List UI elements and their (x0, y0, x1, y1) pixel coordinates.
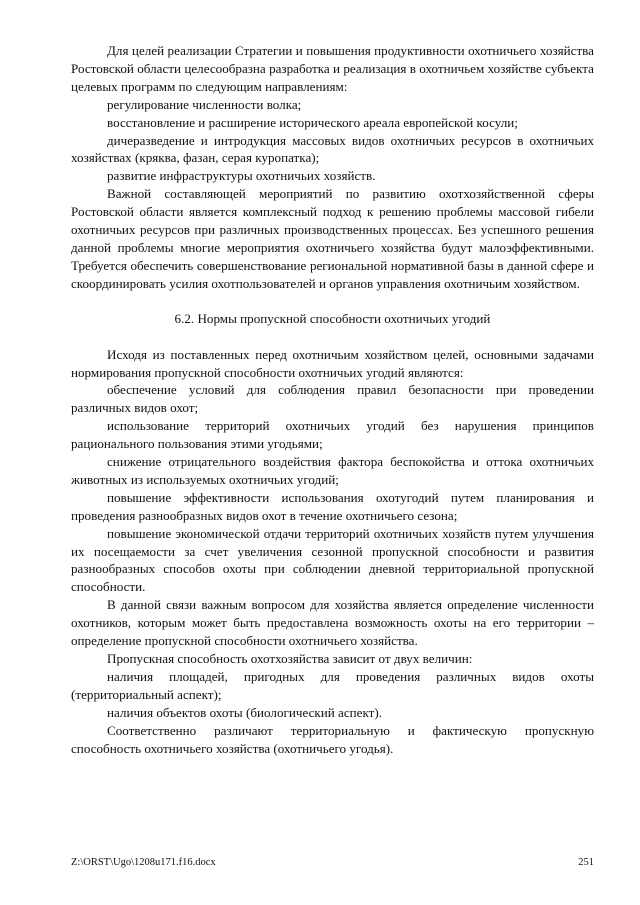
paragraph-hunters: В данной связи важным вопросом для хозяйства является определение численности охотников, которым может быть предоставлена возможность охоты на его территории – определение пропускной способности охотничьего хозяйства. (71, 597, 594, 649)
list-item: регулирование численности волка; (107, 96, 302, 112)
section-heading: 6.2. Нормы пропускной способности охотничьих угодий (174, 310, 491, 326)
list-item: снижение отрицательного воздействия фактора беспокойства и оттока охотничьих животных из используемых охотничьих угодий; (71, 454, 594, 487)
paragraph-problem: Важной составляющей мероприятий по развитию охотхозяйственной сферы Ростовской области является комплексный подход к решению проблемы массовой гибели охотничьих ресурсов при различных производственных процессах. Без успешного решения данной проблемы многие мероприятия охотничьего хозяйства будут малоэффективными. Требуется обеспечить совершенствование региональной нормативной базы в данной сфере и скоординировать усилия охотпользователей и органов управления охотничьим хозяйством. (71, 186, 594, 291)
list-item: использование территорий охотничьих угодий без нарушения принципов рационального пользования этими угодьями; (71, 418, 594, 452)
paragraph-intro: Для целей реализации Стратегии и повышения продуктивности охотничьего хозяйства Ростовской области целесообразна разработка и реализация в охотничьем хозяйстве субъекта целевых программ по следующим направлениям: (71, 43, 594, 94)
list-item: повышение эффективности использования охотугодий путем планирования и проведения разнообразных видов охот в течение охотничьего сезона; (71, 489, 594, 523)
list-item: повышение экономической отдачи территорий охотничьих хозяйств путем улучшения их посещаемости за счет увеличения сезонной пропускной способности и развития разнообразных способов охоты при соблюдении дневной территориальной пропускной способности. (71, 525, 594, 595)
paragraph-tasks: Исходя из поставленных перед охотничьим хозяйством целей, основными задачами нормирования пропускной способности охотничьих угодий являются: (71, 346, 594, 380)
paragraph-conclusion: Соответственно различают территориальную и фактическую пропускную способность охотничьего хозяйства (охотничьего угодья). (71, 722, 594, 756)
list-item: дичеразведение и интродукция массовых видов охотничьих ресурсов в охотничьих хозяйствах (кряква, фазан, серая куропатка); (71, 132, 594, 166)
footer-file-path: Z:\ORST\Ugo\1208u171.f16.docx (71, 857, 216, 868)
document-body (71, 42, 594, 757)
list-item: обеспечение условий для соблюдения правил безопасности при проведении различных видов охот; (71, 382, 594, 416)
list-item: развитие инфраструктуры охотничьих хозяйств. (107, 168, 376, 184)
list-item: восстановление и расширение исторического ареала европейской косули; (107, 114, 518, 130)
paragraph-capacity: Пропускная способность охотхозяйства зависит от двух величин: (107, 651, 473, 666)
list-item: наличия объектов охоты (биологический аспект). (107, 704, 383, 720)
list-item: наличия площадей, пригодных для проведения различных видов охоты (территориальный аспект); (71, 668, 594, 702)
footer-page-number: 251 (578, 857, 594, 868)
